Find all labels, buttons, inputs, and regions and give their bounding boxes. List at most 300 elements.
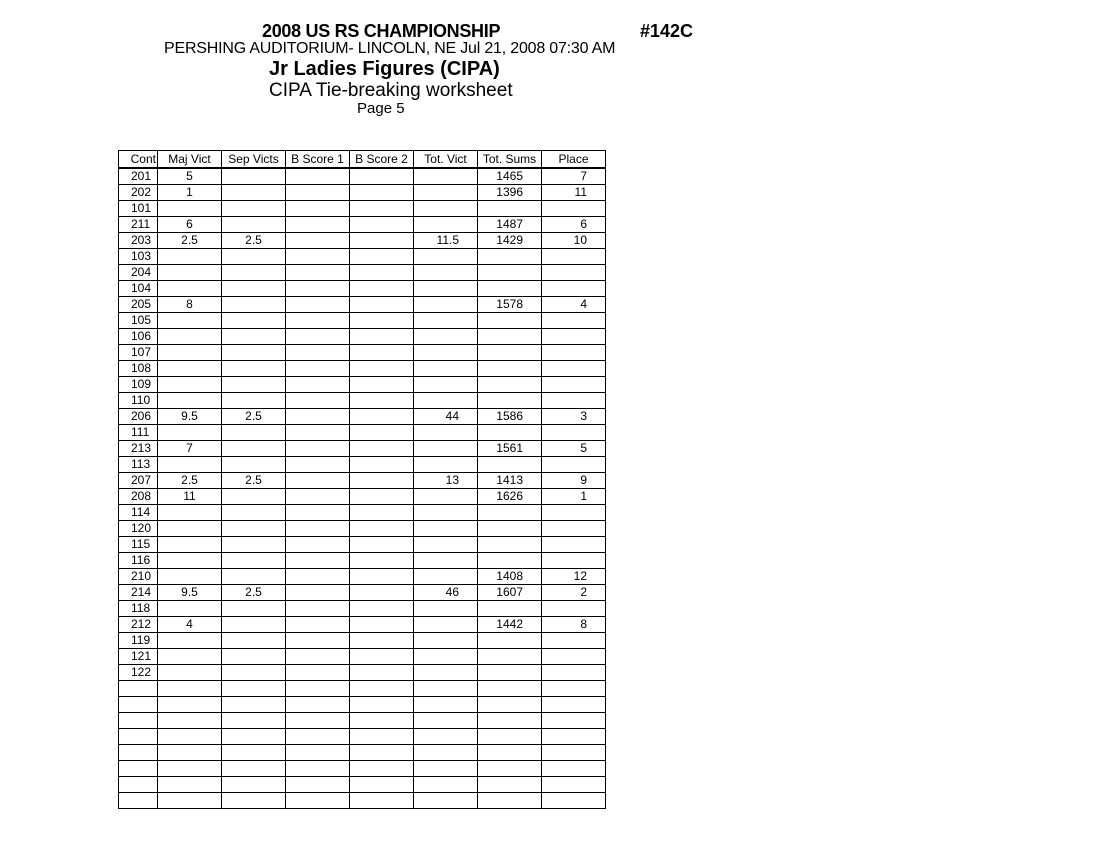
table-cell: 105 — [119, 313, 158, 329]
table-row — [119, 729, 606, 745]
table-cell — [222, 729, 286, 745]
table-cell — [158, 377, 222, 393]
table-cell — [158, 729, 222, 745]
table-cell — [414, 329, 478, 345]
table-cell — [158, 393, 222, 409]
table-cell — [414, 377, 478, 393]
table-cell — [222, 633, 286, 649]
table-cell — [222, 777, 286, 793]
table-cell — [286, 729, 350, 745]
table-cell: 1408 — [478, 569, 542, 585]
table-cell: 4 — [542, 297, 606, 313]
table-cell: 46 — [414, 585, 478, 601]
table-row — [119, 457, 606, 473]
table-cell — [350, 425, 414, 441]
table-cell — [414, 729, 478, 745]
table-cell: 2.5 — [158, 473, 222, 489]
table-cell — [542, 649, 606, 665]
table-cell — [350, 617, 414, 633]
table-cell: 5 — [542, 441, 606, 457]
table-cell — [350, 633, 414, 649]
table-cell: 119 — [119, 633, 158, 649]
table-cell: 4 — [158, 617, 222, 633]
table-cell — [478, 281, 542, 297]
table-cell — [414, 345, 478, 361]
table-cell — [478, 537, 542, 553]
table-row — [119, 297, 606, 313]
table-cell — [542, 393, 606, 409]
table-cell — [478, 601, 542, 617]
table-cell — [478, 761, 542, 777]
table-cell — [158, 329, 222, 345]
table-cell — [414, 201, 478, 217]
table-cell — [542, 681, 606, 697]
table-cell — [286, 665, 350, 681]
table-cell — [414, 537, 478, 553]
table-cell — [542, 457, 606, 473]
table-cell — [414, 425, 478, 441]
table-cell — [158, 265, 222, 281]
table-cell — [414, 297, 478, 313]
table-cell — [478, 201, 542, 217]
table-cell — [286, 585, 350, 601]
table-cell — [478, 425, 542, 441]
table-cell: 2.5 — [222, 585, 286, 601]
table-cell — [286, 473, 350, 489]
table-cell — [350, 313, 414, 329]
table-cell: 1607 — [478, 585, 542, 601]
column-header-tot-vict: Tot. Vict — [414, 151, 478, 169]
table-cell: 115 — [119, 537, 158, 553]
table-row — [119, 313, 606, 329]
table-row — [119, 329, 606, 345]
table-cell — [222, 617, 286, 633]
table-cell — [350, 393, 414, 409]
column-header-place: Place — [542, 151, 606, 169]
table-cell — [222, 681, 286, 697]
table-row — [119, 665, 606, 681]
table-cell — [542, 201, 606, 217]
table-cell — [350, 585, 414, 601]
table-cell — [542, 633, 606, 649]
table-cell — [350, 168, 414, 185]
table-cell: 9 — [542, 473, 606, 489]
table-cell — [414, 489, 478, 505]
table-cell — [286, 569, 350, 585]
table-cell — [478, 713, 542, 729]
table-cell — [222, 665, 286, 681]
table-cell: 121 — [119, 649, 158, 665]
table-row — [119, 425, 606, 441]
table-cell — [414, 713, 478, 729]
table-cell: 10 — [542, 233, 606, 249]
table-cell — [119, 793, 158, 809]
table-cell — [350, 761, 414, 777]
table-cell — [414, 777, 478, 793]
column-header-b-score-1: B Score 1 — [286, 151, 350, 169]
table-row — [119, 585, 606, 601]
table-cell: 110 — [119, 393, 158, 409]
table-row — [119, 217, 606, 233]
table-cell — [119, 761, 158, 777]
table-cell: 1578 — [478, 297, 542, 313]
table-cell — [286, 617, 350, 633]
table-cell: 104 — [119, 281, 158, 297]
table-cell: 5 — [158, 168, 222, 185]
table-cell — [350, 345, 414, 361]
table-cell — [542, 793, 606, 809]
table-cell — [350, 297, 414, 313]
table-cell — [119, 729, 158, 745]
table-cell — [478, 265, 542, 281]
table-row — [119, 345, 606, 361]
table-cell: 212 — [119, 617, 158, 633]
table-row — [119, 793, 606, 809]
table-cell: 113 — [119, 457, 158, 473]
table-cell — [350, 713, 414, 729]
table-cell — [222, 489, 286, 505]
table-cell — [350, 409, 414, 425]
table-cell — [542, 505, 606, 521]
table-cell — [350, 793, 414, 809]
table-cell — [222, 185, 286, 201]
table-cell: 1626 — [478, 489, 542, 505]
table-cell — [478, 697, 542, 713]
table-cell: 8 — [542, 617, 606, 633]
table-cell — [478, 393, 542, 409]
worksheet-subtitle: CIPA Tie-breaking worksheet — [269, 80, 513, 101]
table-cell — [414, 217, 478, 233]
table-cell: 213 — [119, 441, 158, 457]
table-cell: 7 — [542, 168, 606, 185]
table-row — [119, 761, 606, 777]
table-cell: 1561 — [478, 441, 542, 457]
column-header-sep-victs: Sep Victs — [222, 151, 286, 169]
table-cell: 201 — [119, 168, 158, 185]
table-cell — [222, 761, 286, 777]
table-row — [119, 441, 606, 457]
table-cell — [158, 281, 222, 297]
table-row — [119, 601, 606, 617]
table-cell — [414, 553, 478, 569]
table-cell — [119, 713, 158, 729]
table-cell — [286, 457, 350, 473]
table-cell: 1487 — [478, 217, 542, 233]
table-cell — [222, 345, 286, 361]
table-cell — [158, 649, 222, 665]
table-cell: 109 — [119, 377, 158, 393]
table-cell — [286, 377, 350, 393]
table-cell — [222, 217, 286, 233]
table-cell — [414, 681, 478, 697]
table-cell — [478, 681, 542, 697]
table-cell — [158, 457, 222, 473]
table-cell — [286, 649, 350, 665]
table-cell: 208 — [119, 489, 158, 505]
table-cell — [286, 201, 350, 217]
table-cell — [222, 505, 286, 521]
table-cell — [286, 553, 350, 569]
table-cell — [350, 537, 414, 553]
table-cell — [158, 553, 222, 569]
table-cell — [222, 569, 286, 585]
table-cell — [222, 713, 286, 729]
table-row — [119, 569, 606, 585]
table-cell: 2.5 — [158, 233, 222, 249]
table-cell — [222, 249, 286, 265]
table-cell — [350, 185, 414, 201]
table-cell — [478, 345, 542, 361]
table-cell — [158, 345, 222, 361]
table-row — [119, 201, 606, 217]
event-code: #142C — [640, 21, 694, 41]
table-cell — [350, 201, 414, 217]
table-cell — [158, 201, 222, 217]
table-cell — [414, 665, 478, 681]
table-cell — [222, 537, 286, 553]
table-row — [119, 393, 606, 409]
table-cell — [158, 761, 222, 777]
table-cell: 1413 — [478, 473, 542, 489]
table-row — [119, 697, 606, 713]
table-cell — [414, 793, 478, 809]
table-row — [119, 185, 606, 201]
table-row — [119, 537, 606, 553]
table-cell — [350, 569, 414, 585]
table-cell: 210 — [119, 569, 158, 585]
table-cell — [158, 745, 222, 761]
table-cell — [542, 329, 606, 345]
table-cell — [222, 521, 286, 537]
table-cell — [119, 697, 158, 713]
table-cell — [286, 697, 350, 713]
table-cell: 1586 — [478, 409, 542, 425]
table-cell: 101 — [119, 201, 158, 217]
table-cell — [542, 377, 606, 393]
table-cell: 1 — [158, 185, 222, 201]
table-cell: 207 — [119, 473, 158, 489]
venue-date-line: PERSHING AUDITORIUM- LINCOLN, NE Jul 21, 2008 07:30 AM — [164, 40, 616, 57]
table-row — [119, 521, 606, 537]
table-row — [119, 489, 606, 505]
page-number: Page 5 — [357, 100, 405, 117]
table-cell — [350, 265, 414, 281]
table-cell — [414, 265, 478, 281]
table-cell: 116 — [119, 553, 158, 569]
table-cell — [542, 345, 606, 361]
table-cell — [158, 537, 222, 553]
table-cell — [286, 233, 350, 249]
table-cell: 108 — [119, 361, 158, 377]
table-cell — [222, 393, 286, 409]
table-cell — [286, 393, 350, 409]
table-cell — [119, 681, 158, 697]
table-cell: 11.5 — [414, 233, 478, 249]
table-cell: 12 — [542, 569, 606, 585]
table-cell — [222, 281, 286, 297]
table-cell: 106 — [119, 329, 158, 345]
table-cell: 211 — [119, 217, 158, 233]
table-cell — [350, 489, 414, 505]
table-cell — [478, 777, 542, 793]
table-cell — [542, 601, 606, 617]
table-cell — [286, 217, 350, 233]
table-cell — [158, 505, 222, 521]
table-cell — [222, 601, 286, 617]
table-cell — [286, 745, 350, 761]
table-cell — [478, 329, 542, 345]
table-cell — [414, 168, 478, 185]
table-cell — [119, 745, 158, 761]
table-cell — [414, 633, 478, 649]
table-cell — [158, 601, 222, 617]
table-cell — [414, 361, 478, 377]
table-cell — [286, 793, 350, 809]
table-cell — [414, 697, 478, 713]
table-cell — [414, 761, 478, 777]
table-row — [119, 473, 606, 489]
table-cell: 1442 — [478, 617, 542, 633]
table-cell: 202 — [119, 185, 158, 201]
table-row — [119, 377, 606, 393]
table-cell — [542, 697, 606, 713]
table-cell: 103 — [119, 249, 158, 265]
table-cell — [414, 505, 478, 521]
table-row — [119, 777, 606, 793]
table-cell — [158, 697, 222, 713]
table-cell — [414, 313, 478, 329]
table-cell — [286, 777, 350, 793]
table-cell — [414, 281, 478, 297]
table-cell — [286, 601, 350, 617]
table-cell — [286, 441, 350, 457]
table-cell: 111 — [119, 425, 158, 441]
table-cell — [542, 729, 606, 745]
table-cell — [542, 425, 606, 441]
table-cell: 2.5 — [222, 409, 286, 425]
table-row — [119, 713, 606, 729]
report-title: 2008 US RS CHAMPIONSHIP — [262, 21, 501, 41]
table-row — [119, 633, 606, 649]
table-cell — [542, 521, 606, 537]
table-cell — [286, 249, 350, 265]
column-header-b-score-2: B Score 2 — [350, 151, 414, 169]
table-row — [119, 617, 606, 633]
table-cell — [286, 313, 350, 329]
table-cell — [414, 569, 478, 585]
table-cell — [286, 489, 350, 505]
table-cell — [158, 793, 222, 809]
table-cell — [542, 745, 606, 761]
table-cell: 1465 — [478, 168, 542, 185]
table-cell — [350, 441, 414, 457]
table-cell — [478, 729, 542, 745]
table-cell: 6 — [158, 217, 222, 233]
table-cell — [478, 665, 542, 681]
table-cell: 11 — [158, 489, 222, 505]
table-cell — [158, 425, 222, 441]
table-row — [119, 361, 606, 377]
column-header-cont: Cont — [119, 151, 158, 169]
table-cell — [350, 697, 414, 713]
table-cell: 1396 — [478, 185, 542, 201]
table-cell — [158, 777, 222, 793]
table-cell — [286, 761, 350, 777]
table-cell — [158, 361, 222, 377]
table-cell — [478, 249, 542, 265]
table-cell — [286, 361, 350, 377]
table-cell — [350, 361, 414, 377]
table-cell — [350, 281, 414, 297]
table-cell — [350, 457, 414, 473]
table-row — [119, 281, 606, 297]
table-cell: 2.5 — [222, 473, 286, 489]
table-cell — [350, 249, 414, 265]
table-cell: 114 — [119, 505, 158, 521]
table-cell — [414, 745, 478, 761]
table-cell — [414, 441, 478, 457]
table-cell — [158, 713, 222, 729]
table-row — [119, 249, 606, 265]
table-cell — [286, 713, 350, 729]
table-cell — [478, 553, 542, 569]
table-cell — [222, 649, 286, 665]
table-cell — [542, 665, 606, 681]
table-cell — [222, 377, 286, 393]
table-cell — [478, 457, 542, 473]
table-cell: 6 — [542, 217, 606, 233]
table-cell: 204 — [119, 265, 158, 281]
table-cell — [350, 649, 414, 665]
table-cell — [542, 777, 606, 793]
table-cell — [222, 168, 286, 185]
table-cell — [478, 377, 542, 393]
table-cell — [414, 521, 478, 537]
table-cell — [286, 168, 350, 185]
table-cell — [350, 377, 414, 393]
table-cell — [542, 249, 606, 265]
table-cell — [350, 233, 414, 249]
table-cell — [286, 409, 350, 425]
table-cell — [286, 265, 350, 281]
table-cell — [350, 681, 414, 697]
table-cell — [286, 537, 350, 553]
table-cell — [222, 793, 286, 809]
table-cell — [542, 313, 606, 329]
table-cell — [222, 697, 286, 713]
table-cell — [286, 297, 350, 313]
table-cell: 1 — [542, 489, 606, 505]
table-cell — [350, 521, 414, 537]
table-cell — [286, 521, 350, 537]
table-cell — [350, 217, 414, 233]
table-cell — [286, 185, 350, 201]
table-cell — [414, 393, 478, 409]
table-cell — [350, 729, 414, 745]
table-cell — [542, 361, 606, 377]
table-cell: 44 — [414, 409, 478, 425]
table-cell: 7 — [158, 441, 222, 457]
table-cell — [286, 329, 350, 345]
table-cell: 205 — [119, 297, 158, 313]
table-cell — [350, 601, 414, 617]
table-cell — [158, 569, 222, 585]
table-row — [119, 168, 606, 185]
table-cell — [478, 793, 542, 809]
table-cell: 206 — [119, 409, 158, 425]
table-row — [119, 233, 606, 249]
column-header-maj-vict: Maj Vict — [158, 151, 222, 169]
